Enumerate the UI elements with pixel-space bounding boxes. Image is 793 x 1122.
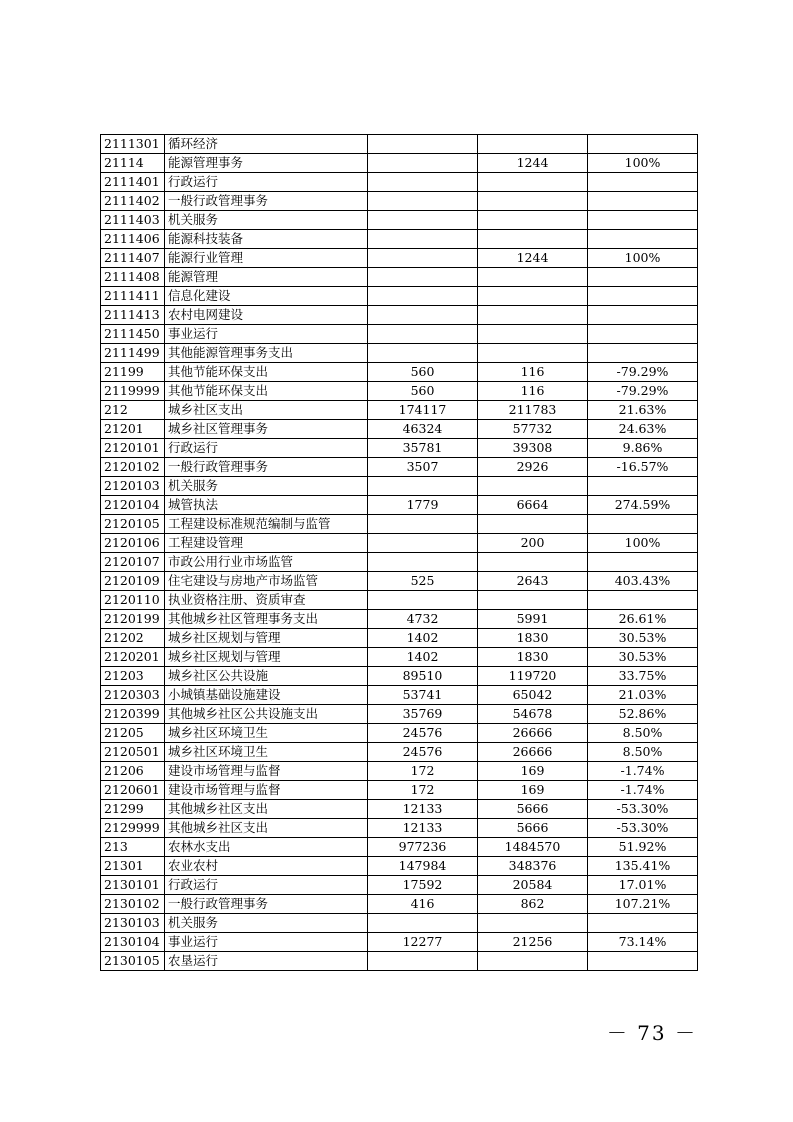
row-value-previous-cell	[368, 211, 478, 230]
row-value-current-cell	[478, 268, 588, 287]
table-row	[101, 496, 698, 515]
row-code-cell: 2120104	[101, 496, 165, 515]
row-value-current-cell: 1244	[478, 154, 588, 173]
table-row	[101, 249, 698, 268]
row-name-cell: 工程建设管理	[165, 534, 368, 553]
table-row	[101, 211, 698, 230]
row-value-previous-cell: 1402	[368, 629, 478, 648]
row-value-current-cell: 65042	[478, 686, 588, 705]
table-row	[101, 914, 698, 933]
row-change-percent-cell	[588, 268, 698, 287]
row-code-cell: 2120107	[101, 553, 165, 572]
row-name-cell: 机关服务	[165, 914, 368, 933]
row-name-cell: 能源管理	[165, 268, 368, 287]
row-change-percent-cell: 107.21%	[588, 895, 698, 914]
row-code-cell: 2111413	[101, 306, 165, 325]
row-value-current-cell	[478, 211, 588, 230]
row-change-percent-cell: 17.01%	[588, 876, 698, 895]
row-change-percent-cell	[588, 591, 698, 610]
row-change-percent-cell: 100%	[588, 154, 698, 173]
row-code-cell: 2120110	[101, 591, 165, 610]
table-row	[101, 154, 698, 173]
table-row	[101, 534, 698, 553]
row-name-cell: 小城镇基础设施建设	[165, 686, 368, 705]
row-value-current-cell	[478, 135, 588, 154]
table-row	[101, 230, 698, 249]
row-value-current-cell: 54678	[478, 705, 588, 724]
row-code-cell: 2111402	[101, 192, 165, 211]
row-change-percent-cell: -79.29%	[588, 363, 698, 382]
row-value-previous-cell	[368, 306, 478, 325]
row-value-current-cell	[478, 952, 588, 971]
row-code-cell: 21299	[101, 800, 165, 819]
row-value-current-cell	[478, 306, 588, 325]
row-name-cell: 其他城乡社区管理事务支出	[165, 610, 368, 629]
row-value-previous-cell	[368, 914, 478, 933]
row-value-previous-cell	[368, 553, 478, 572]
table-row	[101, 838, 698, 857]
row-value-previous-cell: 17592	[368, 876, 478, 895]
table-row	[101, 781, 698, 800]
row-value-current-cell: 21256	[478, 933, 588, 952]
row-code-cell: 2120106	[101, 534, 165, 553]
row-change-percent-cell	[588, 230, 698, 249]
row-value-previous-cell	[368, 344, 478, 363]
row-code-cell: 2111408	[101, 268, 165, 287]
row-name-cell: 行政运行	[165, 876, 368, 895]
row-name-cell: 一般行政管理事务	[165, 458, 368, 477]
row-value-previous-cell	[368, 515, 478, 534]
row-value-previous-cell: 24576	[368, 724, 478, 743]
row-change-percent-cell: 24.63%	[588, 420, 698, 439]
row-value-previous-cell: 53741	[368, 686, 478, 705]
row-code-cell: 2130105	[101, 952, 165, 971]
table-row	[101, 553, 698, 572]
row-code-cell: 2120101	[101, 439, 165, 458]
row-value-current-cell: 348376	[478, 857, 588, 876]
row-code-cell: 21301	[101, 857, 165, 876]
row-value-previous-cell: 560	[368, 382, 478, 401]
row-name-cell: 信息化建设	[165, 287, 368, 306]
row-name-cell: 农村电网建设	[165, 306, 368, 325]
row-value-current-cell: 1830	[478, 648, 588, 667]
table-row	[101, 876, 698, 895]
row-change-percent-cell	[588, 952, 698, 971]
row-value-previous-cell	[368, 192, 478, 211]
row-code-cell: 2111411	[101, 287, 165, 306]
row-value-current-cell: 2643	[478, 572, 588, 591]
row-code-cell: 21114	[101, 154, 165, 173]
row-code-cell: 21206	[101, 762, 165, 781]
row-value-current-cell	[478, 192, 588, 211]
row-value-current-cell: 5666	[478, 800, 588, 819]
table-row	[101, 895, 698, 914]
row-value-current-cell	[478, 287, 588, 306]
row-value-current-cell	[478, 173, 588, 192]
row-value-current-cell: 57732	[478, 420, 588, 439]
row-value-current-cell: 6664	[478, 496, 588, 515]
row-code-cell: 213	[101, 838, 165, 857]
row-code-cell: 2130104	[101, 933, 165, 952]
row-value-previous-cell: 1402	[368, 648, 478, 667]
row-name-cell: 城乡社区公共设施	[165, 667, 368, 686]
row-change-percent-cell	[588, 515, 698, 534]
row-code-cell: 2120102	[101, 458, 165, 477]
table-row	[101, 705, 698, 724]
row-value-previous-cell: 12277	[368, 933, 478, 952]
table-row	[101, 401, 698, 420]
row-change-percent-cell: 9.86%	[588, 439, 698, 458]
row-change-percent-cell	[588, 344, 698, 363]
row-name-cell: 行政运行	[165, 173, 368, 192]
row-value-current-cell	[478, 325, 588, 344]
row-name-cell: 机关服务	[165, 211, 368, 230]
row-value-previous-cell	[368, 591, 478, 610]
row-value-previous-cell: 89510	[368, 667, 478, 686]
row-name-cell: 城管执法	[165, 496, 368, 515]
row-change-percent-cell: 30.53%	[588, 629, 698, 648]
budget-table-body	[101, 135, 698, 971]
row-name-cell: 城乡社区支出	[165, 401, 368, 420]
table-row	[101, 306, 698, 325]
row-change-percent-cell	[588, 477, 698, 496]
row-name-cell: 一般行政管理事务	[165, 895, 368, 914]
row-name-cell: 能源管理事务	[165, 154, 368, 173]
row-value-previous-cell: 525	[368, 572, 478, 591]
row-change-percent-cell	[588, 914, 698, 933]
row-value-current-cell: 26666	[478, 724, 588, 743]
table-row	[101, 629, 698, 648]
row-change-percent-cell: 21.03%	[588, 686, 698, 705]
row-code-cell: 2120199	[101, 610, 165, 629]
row-change-percent-cell: 8.50%	[588, 724, 698, 743]
row-name-cell: 一般行政管理事务	[165, 192, 368, 211]
row-value-current-cell: 26666	[478, 743, 588, 762]
table-row	[101, 287, 698, 306]
row-code-cell: 2120103	[101, 477, 165, 496]
row-name-cell: 工程建设标准规范编制与监管	[165, 515, 368, 534]
row-value-current-cell: 39308	[478, 439, 588, 458]
table-row	[101, 933, 698, 952]
row-change-percent-cell: 26.61%	[588, 610, 698, 629]
row-name-cell: 农林水支出	[165, 838, 368, 857]
row-change-percent-cell	[588, 211, 698, 230]
row-change-percent-cell	[588, 173, 698, 192]
row-value-previous-cell	[368, 135, 478, 154]
table-row	[101, 439, 698, 458]
row-change-percent-cell	[588, 553, 698, 572]
table-row	[101, 268, 698, 287]
row-code-cell: 212	[101, 401, 165, 420]
row-change-percent-cell	[588, 192, 698, 211]
row-change-percent-cell	[588, 325, 698, 344]
row-value-current-cell: 1244	[478, 249, 588, 268]
table-row	[101, 667, 698, 686]
row-value-previous-cell: 46324	[368, 420, 478, 439]
row-code-cell: 2120109	[101, 572, 165, 591]
row-change-percent-cell: -79.29%	[588, 382, 698, 401]
row-change-percent-cell: 100%	[588, 249, 698, 268]
table-row	[101, 686, 698, 705]
table-row	[101, 819, 698, 838]
row-change-percent-cell	[588, 306, 698, 325]
table-row	[101, 192, 698, 211]
table-row	[101, 477, 698, 496]
row-value-previous-cell	[368, 154, 478, 173]
row-change-percent-cell: 21.63%	[588, 401, 698, 420]
row-change-percent-cell: 8.50%	[588, 743, 698, 762]
row-value-previous-cell	[368, 268, 478, 287]
row-change-percent-cell: -16.57%	[588, 458, 698, 477]
row-value-current-cell: 116	[478, 382, 588, 401]
row-value-previous-cell	[368, 477, 478, 496]
row-change-percent-cell: -53.30%	[588, 800, 698, 819]
table-row	[101, 762, 698, 781]
row-value-previous-cell	[368, 325, 478, 344]
row-code-cell: 2120399	[101, 705, 165, 724]
row-value-current-cell: 1830	[478, 629, 588, 648]
row-name-cell: 执业资格注册、资质审查	[165, 591, 368, 610]
row-value-previous-cell	[368, 287, 478, 306]
row-change-percent-cell: 30.53%	[588, 648, 698, 667]
table-row	[101, 724, 698, 743]
row-name-cell: 行政运行	[165, 439, 368, 458]
row-value-previous-cell: 174117	[368, 401, 478, 420]
row-value-previous-cell: 147984	[368, 857, 478, 876]
row-value-current-cell: 169	[478, 781, 588, 800]
budget-table	[100, 134, 698, 971]
row-change-percent-cell: 403.43%	[588, 572, 698, 591]
row-value-previous-cell: 3507	[368, 458, 478, 477]
table-row	[101, 420, 698, 439]
row-code-cell: 21203	[101, 667, 165, 686]
row-value-current-cell	[478, 553, 588, 572]
row-change-percent-cell: 274.59%	[588, 496, 698, 515]
row-code-cell: 2130101	[101, 876, 165, 895]
row-change-percent-cell: 52.86%	[588, 705, 698, 724]
row-code-cell: 21205	[101, 724, 165, 743]
row-value-current-cell: 169	[478, 762, 588, 781]
row-value-previous-cell: 560	[368, 363, 478, 382]
row-value-current-cell	[478, 591, 588, 610]
table-row	[101, 857, 698, 876]
row-name-cell: 循环经济	[165, 135, 368, 154]
row-name-cell: 城乡社区环境卫生	[165, 724, 368, 743]
row-name-cell: 事业运行	[165, 933, 368, 952]
table-row	[101, 800, 698, 819]
table-row	[101, 515, 698, 534]
table-row	[101, 458, 698, 477]
row-code-cell: 2111407	[101, 249, 165, 268]
table-row	[101, 743, 698, 762]
row-value-previous-cell: 4732	[368, 610, 478, 629]
row-name-cell: 能源行业管理	[165, 249, 368, 268]
row-change-percent-cell: 100%	[588, 534, 698, 553]
row-name-cell: 其他节能环保支出	[165, 363, 368, 382]
row-name-cell: 城乡社区规划与管理	[165, 648, 368, 667]
row-name-cell: 建设市场管理与监督	[165, 781, 368, 800]
row-value-current-cell: 200	[478, 534, 588, 553]
row-code-cell: 21199	[101, 363, 165, 382]
table-row	[101, 135, 698, 154]
table-row	[101, 173, 698, 192]
row-value-current-cell: 119720	[478, 667, 588, 686]
row-change-percent-cell	[588, 287, 698, 306]
row-value-current-cell	[478, 477, 588, 496]
row-code-cell: 2111301	[101, 135, 165, 154]
row-name-cell: 其他能源管理事务支出	[165, 344, 368, 363]
row-code-cell: 2111401	[101, 173, 165, 192]
row-value-previous-cell: 172	[368, 781, 478, 800]
row-value-current-cell: 20584	[478, 876, 588, 895]
row-name-cell: 建设市场管理与监督	[165, 762, 368, 781]
row-value-previous-cell: 416	[368, 895, 478, 914]
row-name-cell: 市政公用行业市场监管	[165, 553, 368, 572]
row-name-cell: 城乡社区管理事务	[165, 420, 368, 439]
row-value-current-cell: 116	[478, 363, 588, 382]
row-name-cell: 住宅建设与房地产市场监管	[165, 572, 368, 591]
row-change-percent-cell: -1.74%	[588, 762, 698, 781]
row-name-cell: 城乡社区环境卫生	[165, 743, 368, 762]
row-value-previous-cell	[368, 230, 478, 249]
table-row	[101, 591, 698, 610]
row-value-previous-cell	[368, 249, 478, 268]
row-value-previous-cell: 1779	[368, 496, 478, 515]
row-name-cell: 其他城乡社区支出	[165, 800, 368, 819]
table-row	[101, 572, 698, 591]
table-row	[101, 952, 698, 971]
row-value-previous-cell: 977236	[368, 838, 478, 857]
row-code-cell: 2130102	[101, 895, 165, 914]
row-code-cell: 21202	[101, 629, 165, 648]
row-value-current-cell	[478, 515, 588, 534]
row-value-current-cell: 5666	[478, 819, 588, 838]
row-code-cell: 2120501	[101, 743, 165, 762]
row-code-cell: 2111406	[101, 230, 165, 249]
row-code-cell: 2111499	[101, 344, 165, 363]
row-code-cell: 2120105	[101, 515, 165, 534]
table-row	[101, 382, 698, 401]
page-number: － 73 －	[606, 1021, 697, 1045]
row-change-percent-cell: 135.41%	[588, 857, 698, 876]
row-name-cell: 事业运行	[165, 325, 368, 344]
row-value-previous-cell: 12133	[368, 800, 478, 819]
row-code-cell: 2120303	[101, 686, 165, 705]
row-value-current-cell: 211783	[478, 401, 588, 420]
row-change-percent-cell: -1.74%	[588, 781, 698, 800]
row-change-percent-cell: 33.75%	[588, 667, 698, 686]
row-name-cell: 农垦运行	[165, 952, 368, 971]
row-name-cell: 机关服务	[165, 477, 368, 496]
row-value-current-cell	[478, 914, 588, 933]
table-row	[101, 344, 698, 363]
row-code-cell: 2111450	[101, 325, 165, 344]
row-value-current-cell	[478, 230, 588, 249]
table-row	[101, 648, 698, 667]
table-row	[101, 363, 698, 382]
row-change-percent-cell: 51.92%	[588, 838, 698, 857]
row-value-current-cell	[478, 344, 588, 363]
row-code-cell: 2111403	[101, 211, 165, 230]
row-value-previous-cell: 24576	[368, 743, 478, 762]
row-value-current-cell: 862	[478, 895, 588, 914]
table-row	[101, 610, 698, 629]
row-value-current-cell: 2926	[478, 458, 588, 477]
row-value-previous-cell: 35781	[368, 439, 478, 458]
row-code-cell: 2119999	[101, 382, 165, 401]
row-name-cell: 农业农村	[165, 857, 368, 876]
row-name-cell: 其他城乡社区支出	[165, 819, 368, 838]
row-code-cell: 2120601	[101, 781, 165, 800]
row-code-cell: 2120201	[101, 648, 165, 667]
row-value-previous-cell: 35769	[368, 705, 478, 724]
row-value-current-cell: 5991	[478, 610, 588, 629]
row-value-previous-cell	[368, 173, 478, 192]
row-name-cell: 能源科技装备	[165, 230, 368, 249]
row-value-current-cell: 1484570	[478, 838, 588, 857]
row-change-percent-cell: 73.14%	[588, 933, 698, 952]
row-code-cell: 2129999	[101, 819, 165, 838]
row-value-previous-cell: 172	[368, 762, 478, 781]
row-code-cell: 2130103	[101, 914, 165, 933]
row-name-cell: 其他城乡社区公共设施支出	[165, 705, 368, 724]
row-change-percent-cell: -53.30%	[588, 819, 698, 838]
row-change-percent-cell	[588, 135, 698, 154]
row-value-previous-cell: 12133	[368, 819, 478, 838]
row-value-previous-cell	[368, 534, 478, 553]
table-row	[101, 325, 698, 344]
row-name-cell: 城乡社区规划与管理	[165, 629, 368, 648]
row-value-previous-cell	[368, 952, 478, 971]
row-name-cell: 其他节能环保支出	[165, 382, 368, 401]
row-code-cell: 21201	[101, 420, 165, 439]
